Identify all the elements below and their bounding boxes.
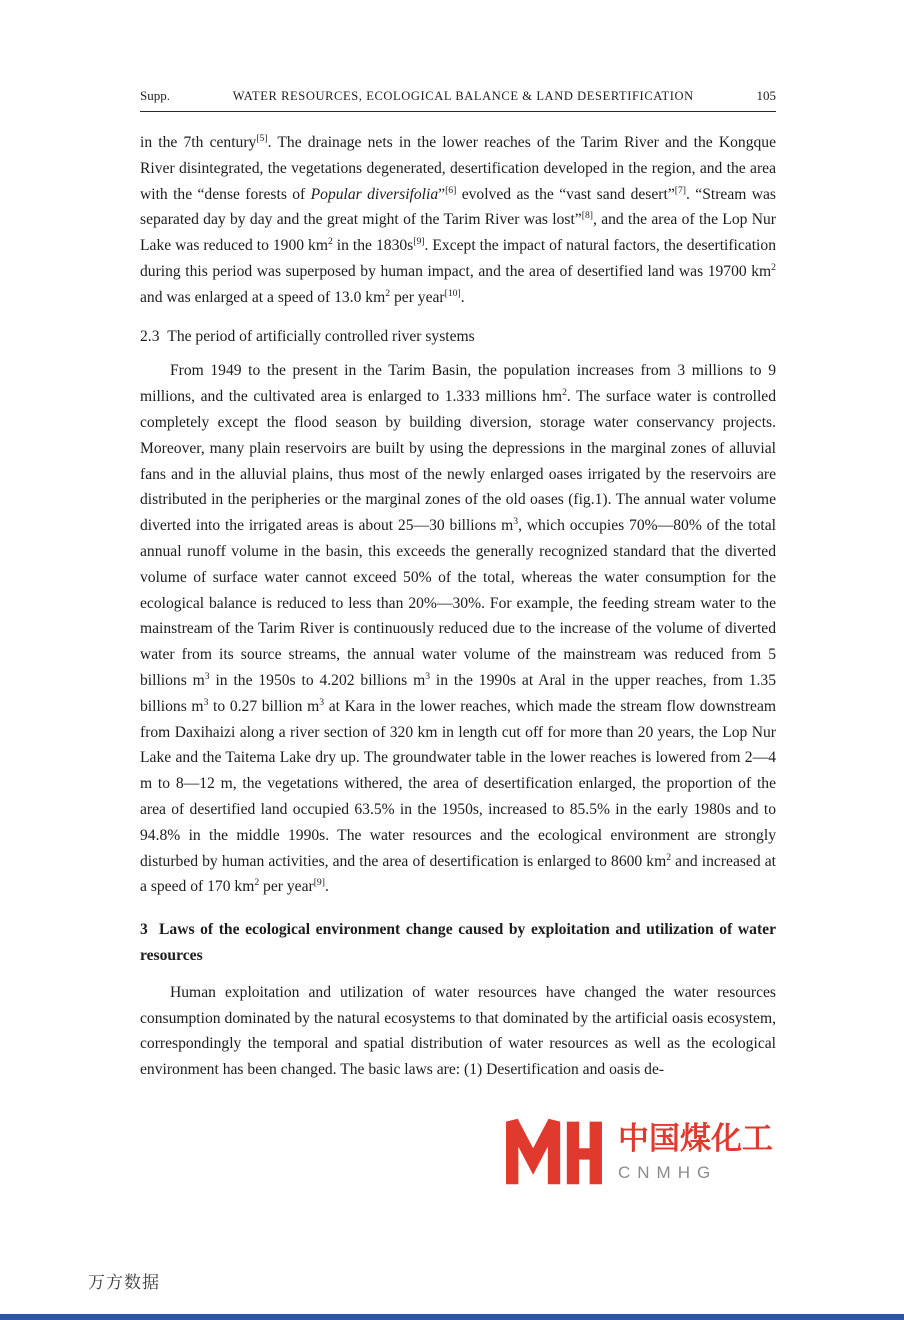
paragraph-continuation: in the 7th century[5]. The drainage nets in the lower reaches of the Tarim River and the Kongque River disintegrated, the vegetations degenerated, desertification developed in the region, and the area with the “dense forests of Popular diversifolia”[6] evolved as the “vast sand desert”[7]. “Stream was separated day by day and the great might of the Tarim River was lost”[8], and the area of the Lop Nur Lake was reduced to 1900 $km^2$ in the 1830s[9]. Except the impact of natural factors, the desertification during this period was superposed by human impact, and the area of desertified land was 19700 $km^2$ and was enlarged at a speed of 13.0 $km^2$ per year[10]. bbox=[140, 132, 777, 306]
page-body bbox=[140, 88, 776, 1083]
paragraph-section-3: Human exploitation and utilization of water resources have changed the water resources consumption dominated by the natural ecosystems to that dominated by the artificial oasis ecosystem, correspondingly the temporal and spatial distribution of water resources as well as the ecological environment has been changed. The basic laws are: (1) Desertification and oasis de- bbox=[140, 983, 776, 1079]
publisher-logo bbox=[504, 1114, 773, 1190]
paragraph-section-2-3: From 1949 to the present in the Tarim Basin, the population increases from 3 millions to 9 millions, and the cultivated area is enlarged to 1.333 millions $hm^2$. The surface water is controlled completely except the flood season by building diversion, storage water conservancy projects. Moreover, many plain reservoirs are built by using the depressions in the marginal zones of alluvial fans and in the alluvial plains, thus most of the newly enlarged oases irrigated by the reservoirs are distributed in the peripheries or the marginal zones of the old oases (fig.1). The annual water volume diverted into the irrigated areas is about 25—30 billions $m^3$, which occupies 70%—80% of the total annual runoff volume in the basin, this exceeds the generally recognized standard that the diverted volume of surface water cannot exceed 50% of the total, whereas the water consumption for the ecological balance is reduced to less than 20%—30%. For example, the feeding stream water to the mainstream of the Tarim River is continuously reduced due to the increase of the volume of diverted water from its source streams, the annual water volume of the mainstream was reduced from 5 billions $m^3$ in the 1950s to 4.202 billions $m^3$ in the 1990s at Aral in the upper reaches, from 1.35 billions $m^3$ to 0.27 billion $m^3$ at Kara in the lower reaches, which made the stream flow downstream from Daxihaizi along a river section of 320 km in length cut off for more than 20 years, the Lop Nur Lake and the Taitema Lake dry up. The groundwater table in the lower reaches is lowered from 2—4 m to 8—12 m, the vegetations withered, the area of desertification enlarged, the proportion of the area of desertified land occupied 63.5% in the 1950s, increased to 85.5% in the early 1980s and to 94.8% in the middle 1990s. The water resources and the ecological environment are strongly disturbed by human activities, and the area of desertification is enlarged to 8600 $km^2$ and increased at a speed of 170 $km^2$ per year[9]. bbox=[140, 362, 777, 896]
section-heading-3: 3 Laws of the ecological environment change caused by exploitation and utilization of water resources bbox=[140, 921, 776, 964]
page-content bbox=[140, 130, 776, 1083]
scan-bottom-edge bbox=[0, 1314, 904, 1320]
header-page-number: 105 bbox=[756, 88, 776, 103]
logo-mark-icon bbox=[504, 1114, 604, 1190]
header-supp-label: Supp. bbox=[140, 88, 170, 103]
logo-latin-name: CNMHG bbox=[618, 1162, 718, 1182]
section-heading-2-3: 2.3 The period of artificially controlled river systems bbox=[140, 327, 475, 345]
logo-chinese-name: 中国煤化工 bbox=[618, 1121, 773, 1157]
watermark-wanfang: 万方数据 bbox=[88, 1273, 160, 1292]
page-header bbox=[140, 88, 776, 112]
header-journal-title: WATER RESOURCES, ECOLOGICAL BALANCE & LAND DESERTIFICATION bbox=[232, 89, 694, 103]
logo-text bbox=[618, 1121, 773, 1183]
